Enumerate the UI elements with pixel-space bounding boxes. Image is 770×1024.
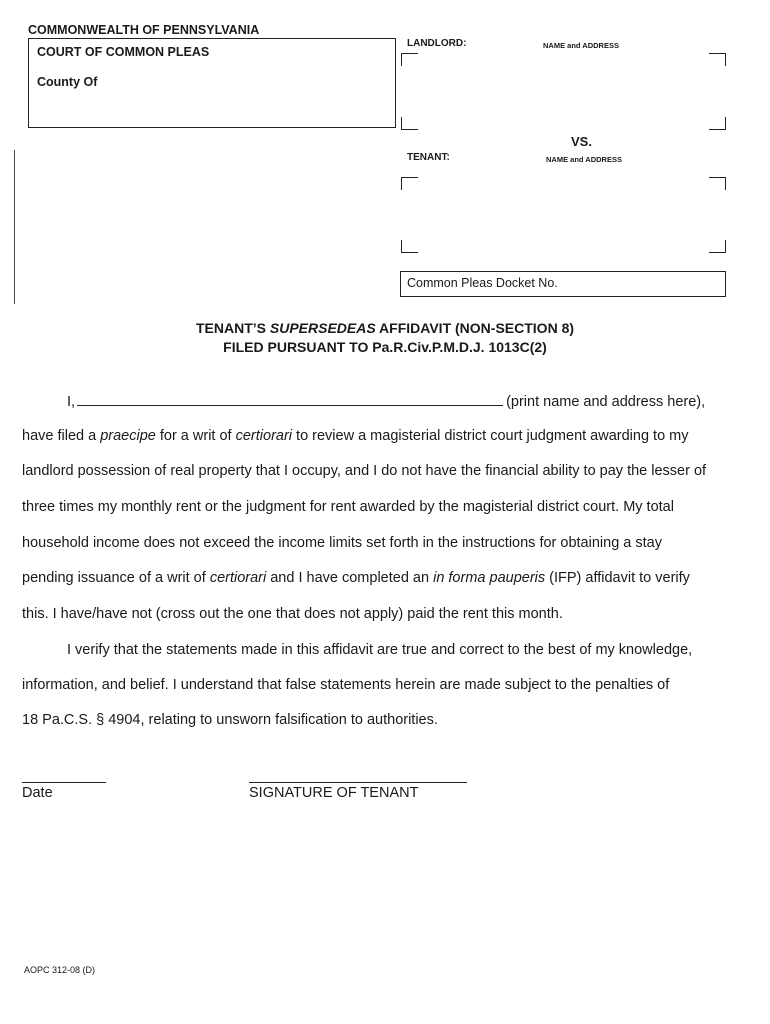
signature-input-line[interactable] bbox=[249, 782, 467, 783]
commonwealth-heading: COMMONWEALTH OF PENNSYLVANIA bbox=[28, 23, 260, 37]
body-text: and I have completed an bbox=[266, 570, 434, 586]
affidavit-subtitle: FILED PURSUANT TO Pa.R.Civ.P.M.D.J. 1013C(2) bbox=[223, 339, 547, 355]
body-line-5: household income does not exceed the income limits set forth in the instructions for obtaining a stay bbox=[22, 535, 662, 551]
form-number: AOPC 312-08 (D) bbox=[24, 965, 96, 975]
county-field[interactable]: County Of bbox=[37, 75, 98, 89]
body-line-10: 18 Pa.C.S. § 4904, relating to unsworn falsification to authorities. bbox=[22, 712, 438, 728]
body-line-7: this. I have/have not (cross out the one that does not apply) paid the rent this month. bbox=[22, 606, 563, 622]
body-text: (IFP) affidavit to verify bbox=[545, 570, 690, 586]
landlord-name-address-header: NAME and ADDRESS bbox=[543, 41, 619, 50]
margin-rule bbox=[14, 150, 15, 304]
versus-label: VS. bbox=[571, 134, 592, 149]
body-line-3: landlord possession of real property that I occupy, and I do not have the financial ability to pay the lesser of bbox=[22, 463, 707, 479]
name-line bbox=[67, 392, 705, 410]
body-text: to review a magisterial district court judgment awarding to my bbox=[292, 428, 689, 444]
signature-label: SIGNATURE OF TENANT bbox=[249, 785, 419, 801]
landlord-box-corner-bottom-left bbox=[401, 117, 418, 130]
docket-label: Common Pleas Docket No. bbox=[407, 276, 558, 290]
name-line-prefix: I, bbox=[67, 394, 76, 410]
body-line-4: three times my monthly rent or the judgment for rent awarded by the magisterial district court. My total bbox=[22, 499, 674, 515]
title-part-2: AFFIDAVIT (NON-SECTION 8) bbox=[375, 320, 575, 336]
tenant-name-address-header: NAME and ADDRESS bbox=[546, 155, 622, 164]
title-supersedeas: SUPERSEDEAS bbox=[269, 320, 376, 336]
body-italic-praecipe: praecipe bbox=[100, 428, 156, 444]
title-part-1: TENANT’S bbox=[195, 320, 270, 336]
body-line-6 bbox=[22, 570, 690, 586]
tenant-box-corner-top-right bbox=[709, 177, 726, 190]
body-line-2 bbox=[22, 428, 689, 444]
body-line-8: I verify that the statements made in this affidavit are true and correct to the best of my knowledge, bbox=[67, 642, 693, 658]
landlord-box-corner-top-left bbox=[401, 53, 418, 66]
tenant-box-corner-bottom-left bbox=[401, 240, 418, 253]
body-italic-certiorari: certiorari bbox=[235, 428, 293, 444]
tenant-box-corner-top-left bbox=[401, 177, 418, 190]
affidavit-title bbox=[0, 320, 770, 336]
body-text: pending issuance of a writ of bbox=[22, 570, 210, 586]
landlord-box-corner-top-right bbox=[709, 53, 726, 66]
body-line-9: information, and belief. I understand that false statements herein are made subject to the penalties of bbox=[22, 677, 670, 693]
body-italic-certiorari: certiorari bbox=[209, 570, 267, 586]
date-label: Date bbox=[22, 785, 53, 801]
tenant-label: TENANT: bbox=[407, 152, 450, 163]
body-text: have filed a bbox=[22, 428, 101, 444]
landlord-box-corner-bottom-right bbox=[709, 117, 726, 130]
docket-number-field[interactable] bbox=[400, 271, 726, 297]
tenant-box-corner-bottom-right bbox=[709, 240, 726, 253]
date-input-line[interactable] bbox=[22, 782, 106, 783]
court-name: COURT OF COMMON PLEAS bbox=[37, 45, 210, 59]
name-line-suffix: (print name and address here), bbox=[506, 394, 706, 410]
tenant-name-input[interactable] bbox=[77, 392, 503, 406]
body-text: for a writ of bbox=[155, 428, 236, 444]
court-box bbox=[28, 38, 396, 128]
body-italic-in-forma-pauperis: in forma pauperis bbox=[433, 570, 546, 586]
landlord-label: LANDLORD: bbox=[407, 38, 467, 49]
